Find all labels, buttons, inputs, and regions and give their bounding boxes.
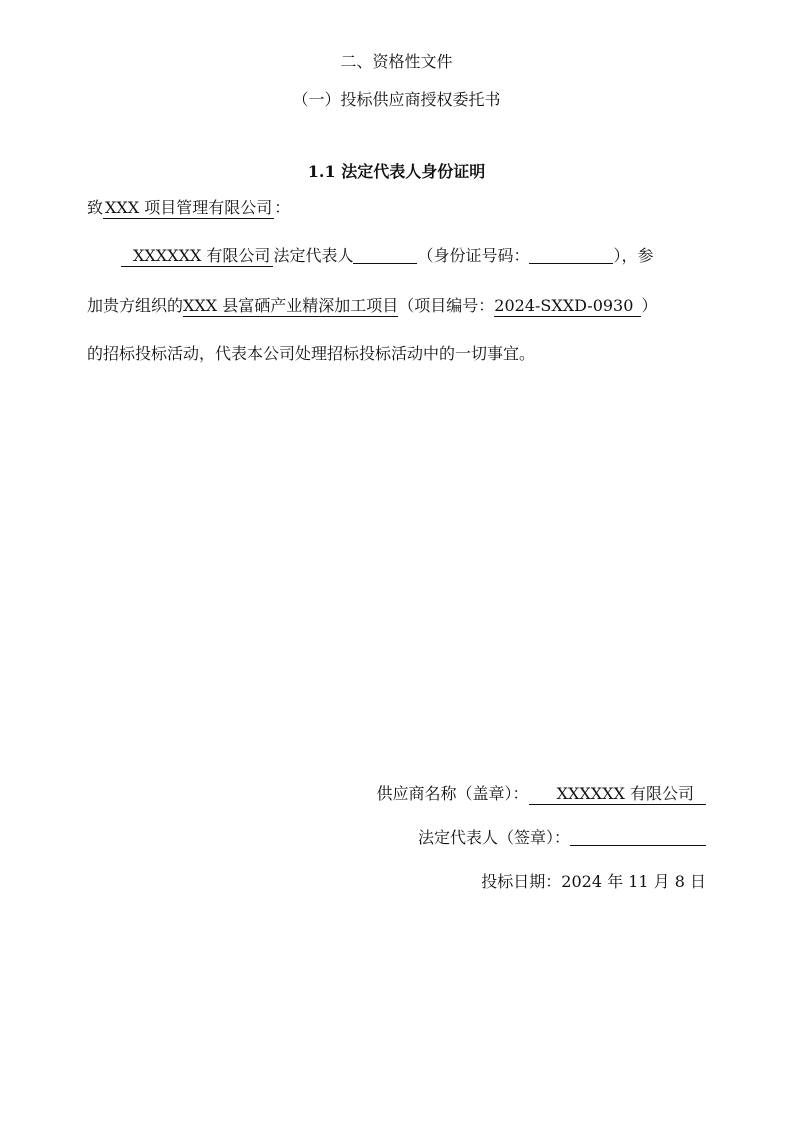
body-line-1	[87, 244, 653, 268]
company-name: XXXXXX 有限公司	[121, 246, 273, 267]
bid-date-line	[481, 870, 706, 894]
addressee-name: XXX 项目管理有限公司	[105, 198, 273, 217]
addressee-prefix: 致	[87, 198, 104, 217]
supplier-signature-line	[377, 782, 706, 806]
legal-rep-signature-line	[418, 826, 706, 850]
addressee-suffix: ：	[274, 198, 291, 217]
project-no-label: （项目编号：	[398, 296, 495, 315]
document-heading: 1.1 法定代表人身份证明	[307, 162, 486, 181]
legal-rep-signature-label: 法定代表人（签章）：	[417, 828, 570, 847]
body-line-2	[87, 294, 657, 318]
id-number-close: ），参	[613, 246, 654, 265]
bid-date-value: 2024 年 11 月 8 日	[561, 872, 706, 891]
project-name: XXX 县富硒产业精深加工项目	[183, 296, 399, 315]
legal-rep-signature-blank	[570, 827, 706, 846]
legal-rep-label: 法定代表人	[273, 246, 354, 265]
legal-rep-name-blank	[353, 245, 417, 264]
id-number-blank	[529, 245, 613, 264]
section-title: 二、资格性文件	[340, 52, 453, 71]
body-line-3: 的招标投标活动，代表本公司处理招标投标活动中的一切事宜。	[87, 344, 536, 363]
supplier-label: 供应商名称（盖章）：	[376, 784, 529, 803]
id-number-label: （身份证号码：	[417, 246, 530, 265]
addressee-line	[87, 196, 290, 220]
bid-date-label: 投标日期：	[481, 872, 562, 891]
supplier-name: XXXXXX 有限公司	[529, 784, 706, 805]
project-no-close: ）	[641, 296, 658, 315]
project-number: 2024-SXXD-0930	[494, 296, 641, 317]
line2-prefix: 加贵方组织的	[87, 296, 184, 315]
subsection-title: （一）投标供应商授权委托书	[292, 90, 501, 109]
